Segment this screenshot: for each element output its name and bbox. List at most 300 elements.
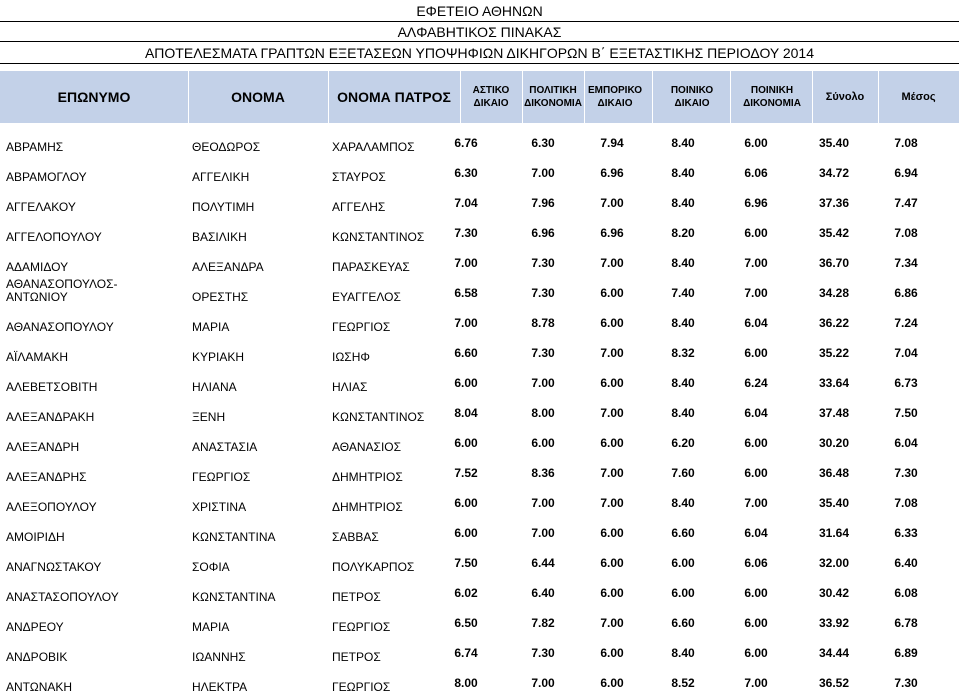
father-name-cell xyxy=(328,366,448,396)
criminal-procedure-score-text: 7.00 xyxy=(744,286,768,300)
criminal-law-score xyxy=(665,156,701,186)
surname-cell xyxy=(0,306,188,336)
surname-text: ΑΪΛΑΜΑΚΗ xyxy=(6,350,69,364)
average-score xyxy=(884,666,928,696)
commercial-law-score-text: 6.00 xyxy=(600,376,624,390)
firstname-text: ΜΑΡΙΑ xyxy=(192,320,230,334)
commercial-law-score xyxy=(594,426,630,456)
firstname-text: ΗΛΕΚΤΡΑ xyxy=(192,680,248,694)
criminal-procedure-score xyxy=(738,396,774,426)
total-score-text: 37.36 xyxy=(818,196,850,210)
criminal-procedure-score-text: 7.00 xyxy=(744,256,768,270)
civil-procedure-score xyxy=(525,186,561,216)
criminal-law-score xyxy=(665,276,701,306)
father-name-text: ΔΗΜΗΤΡΙΟΣ xyxy=(332,500,403,514)
criminal-procedure-score-text: 6.00 xyxy=(744,586,768,600)
father-name-cell xyxy=(328,126,448,156)
firstname-text: ΗΛΙΑΝΑ xyxy=(192,380,237,394)
civil-law-score xyxy=(448,186,484,216)
firstname-cell xyxy=(188,216,328,246)
commercial-law-score xyxy=(594,396,630,426)
civil-procedure-score xyxy=(525,546,561,576)
criminal-law-score-text: 8.40 xyxy=(671,376,695,390)
header-criminal-procedure xyxy=(732,71,812,123)
total-score-text: 31.64 xyxy=(818,526,850,540)
surname-cell xyxy=(0,246,188,276)
civil-procedure-score xyxy=(525,576,561,606)
header-average: Μέσος xyxy=(901,91,936,103)
surname-text: ΑΛΕΒΕΤΣΟΒΙΤΗ xyxy=(6,380,98,394)
header-surname: ΕΠΩΝΥΜΟ xyxy=(57,89,131,105)
civil-procedure-score-text: 6.96 xyxy=(531,226,555,240)
commercial-law-score-text: 6.00 xyxy=(600,316,624,330)
header-civil-law xyxy=(460,71,522,123)
average-score xyxy=(884,516,928,546)
civil-law-score-text: 7.50 xyxy=(454,556,478,570)
commercial-law-score xyxy=(594,576,630,606)
criminal-procedure-score xyxy=(738,606,774,636)
civil-procedure-score-text: 7.82 xyxy=(531,616,555,630)
average-score xyxy=(884,636,928,666)
commercial-law-score xyxy=(594,216,630,246)
header-divider xyxy=(812,71,813,123)
civil-law-score xyxy=(448,396,484,426)
header-civil-proc-line1: ΠΟΛΙΤΙΚΗ xyxy=(529,85,577,96)
father-name-text: ΓΕΩΡΓΙΟΣ xyxy=(332,680,391,694)
father-name-text: ΙΩΣΗΦ xyxy=(332,350,370,364)
civil-law-score-text: 6.74 xyxy=(454,646,478,660)
table-row xyxy=(0,306,959,336)
average-score-text: 7.24 xyxy=(894,316,918,330)
criminal-procedure-score xyxy=(738,186,774,216)
total-score-text: 30.20 xyxy=(818,436,850,450)
father-name-cell xyxy=(328,306,448,336)
header-commercial-line2: ΔΙΚΑΙΟ xyxy=(597,98,633,109)
header-criminal-proc-line1: ΠΟΙΝΙΚΗ xyxy=(750,85,794,96)
average-score xyxy=(884,186,928,216)
father-name-cell xyxy=(328,606,448,636)
father-name-text: ΚΩΝΣΤΑΝΤΙΝΟΣ xyxy=(332,410,425,424)
father-name-cell xyxy=(328,336,448,366)
civil-procedure-score-text: 6.30 xyxy=(531,136,555,150)
father-name-cell xyxy=(328,516,448,546)
total-score xyxy=(812,606,856,636)
father-name-cell xyxy=(328,186,448,216)
results-subtitle: ΑΠΟΤΕΛΕΣΜΑΤΑ ΓΡΑΠΤΩΝ ΕΞΕΤΑΣΕΩΝ ΥΠΟΨΗΦΙΩΝ ΔΙΚΗΓΟΡΩΝ Β΄ ΕΞΕΤΑΣΤΙΚΗΣ ΠΕΡΙΟΔΟΥ 2014 xyxy=(0,44,959,64)
father-name-text: ΠΑΡΑΣΚΕΥΑΣ xyxy=(332,260,410,274)
criminal-law-score-text: 8.40 xyxy=(671,166,695,180)
table-row xyxy=(0,546,959,576)
header-divider xyxy=(652,71,653,123)
criminal-law-score-text: 7.40 xyxy=(671,286,695,300)
firstname-cell xyxy=(188,366,328,396)
header-divider xyxy=(522,71,523,123)
criminal-procedure-score-text: 6.00 xyxy=(744,436,768,450)
total-score-text: 35.22 xyxy=(818,346,850,360)
civil-law-score-text: 6.60 xyxy=(454,346,478,360)
father-name-text: ΗΛΙΑΣ xyxy=(332,380,368,394)
criminal-law-score-text: 6.20 xyxy=(671,436,695,450)
criminal-law-score xyxy=(665,576,701,606)
civil-law-score-text: 6.02 xyxy=(454,586,478,600)
average-score-text: 7.08 xyxy=(894,496,918,510)
header-firstname: ΟΝΟΜΑ xyxy=(231,89,285,105)
firstname-cell xyxy=(188,276,328,306)
father-name-cell xyxy=(328,546,448,576)
surname-cell xyxy=(0,546,188,576)
average-score-text: 7.30 xyxy=(894,676,918,690)
average-score xyxy=(884,576,928,606)
surname-cell xyxy=(0,636,188,666)
criminal-law-score-text: 7.60 xyxy=(671,466,695,480)
table-row xyxy=(0,666,959,696)
header-commercial-line1: ΕΜΠΟΡΙΚΟ xyxy=(588,85,642,96)
average-score-text: 6.04 xyxy=(894,436,918,450)
criminal-procedure-score xyxy=(738,666,774,696)
firstname-cell xyxy=(188,666,328,696)
criminal-procedure-score xyxy=(738,216,774,246)
criminal-procedure-score-text: 6.04 xyxy=(744,406,768,420)
average-score-text: 7.08 xyxy=(894,136,918,150)
civil-procedure-score xyxy=(525,516,561,546)
civil-law-score-text: 7.04 xyxy=(454,196,478,210)
father-name-text: ΕΥΑΓΓΕΛΟΣ xyxy=(332,290,401,304)
firstname-text: ΧΡΙΣΤΙΝΑ xyxy=(192,500,247,514)
firstname-cell xyxy=(188,396,328,426)
average-score xyxy=(884,486,928,516)
surname-cell xyxy=(0,606,188,636)
civil-procedure-score-text: 7.30 xyxy=(531,286,555,300)
commercial-law-score-text: 7.00 xyxy=(600,196,624,210)
criminal-law-score-text: 6.60 xyxy=(671,616,695,630)
average-score xyxy=(884,396,928,426)
father-name-cell xyxy=(328,396,448,426)
civil-law-score xyxy=(448,456,484,486)
firstname-text: ΙΩΑΝΝΗΣ xyxy=(192,650,246,664)
criminal-law-score-text: 8.20 xyxy=(671,226,695,240)
surname-text: ΑΛΕΞΑΝΔΡΗΣ xyxy=(6,470,87,484)
criminal-procedure-score xyxy=(738,426,774,456)
total-score xyxy=(812,276,856,306)
firstname-cell xyxy=(188,546,328,576)
commercial-law-score-text: 6.00 xyxy=(600,526,624,540)
criminal-procedure-score xyxy=(738,336,774,366)
header-divider xyxy=(328,71,329,123)
civil-law-score-text: 6.50 xyxy=(454,616,478,630)
table-row xyxy=(0,126,959,156)
commercial-law-score xyxy=(594,366,630,396)
table-row xyxy=(0,216,959,246)
total-score-text: 36.22 xyxy=(818,316,850,330)
father-name-text: ΣΑΒΒΑΣ xyxy=(332,530,379,544)
table-row xyxy=(0,426,959,456)
civil-law-score-text: 8.00 xyxy=(454,676,478,690)
civil-law-score-text: 7.30 xyxy=(454,226,478,240)
firstname-cell xyxy=(188,486,328,516)
commercial-law-score xyxy=(594,516,630,546)
criminal-procedure-score xyxy=(738,306,774,336)
criminal-procedure-score-text: 6.00 xyxy=(744,226,768,240)
criminal-law-score-text: 8.40 xyxy=(671,316,695,330)
civil-procedure-score xyxy=(525,636,561,666)
table-row xyxy=(0,156,959,186)
criminal-law-score xyxy=(665,396,701,426)
table-row xyxy=(0,576,959,606)
criminal-law-score xyxy=(665,126,701,156)
average-score-text: 7.08 xyxy=(894,226,918,240)
firstname-text: ΠΟΛΥΤΙΜΗ xyxy=(192,200,255,214)
total-score-text: 37.48 xyxy=(818,406,850,420)
total-score xyxy=(812,546,856,576)
total-score-text: 33.92 xyxy=(818,616,850,630)
header-civil-law-line1: ΑΣΤΙΚΟ xyxy=(472,85,510,96)
criminal-law-score xyxy=(665,666,701,696)
firstname-cell xyxy=(188,426,328,456)
commercial-law-score-text: 7.00 xyxy=(600,346,624,360)
header-criminal-law xyxy=(656,71,728,123)
criminal-procedure-score-text: 6.96 xyxy=(744,196,768,210)
total-score xyxy=(812,246,856,276)
civil-law-score xyxy=(448,366,484,396)
table-row xyxy=(0,456,959,486)
civil-procedure-score-text: 7.00 xyxy=(531,526,555,540)
firstname-text: ΚΩΝΣΤΑΝΤΙΝΑ xyxy=(192,590,276,604)
total-score xyxy=(812,636,856,666)
civil-law-score xyxy=(448,126,484,156)
average-score-text: 6.73 xyxy=(894,376,918,390)
criminal-law-score-text: 8.52 xyxy=(671,676,695,690)
average-score-text: 6.40 xyxy=(894,556,918,570)
criminal-procedure-score xyxy=(738,516,774,546)
average-score xyxy=(884,426,928,456)
civil-procedure-score xyxy=(525,306,561,336)
civil-law-score xyxy=(448,576,484,606)
criminal-procedure-score xyxy=(738,156,774,186)
total-score xyxy=(812,156,856,186)
civil-procedure-score-text: 7.96 xyxy=(531,196,555,210)
average-score-text: 7.34 xyxy=(894,256,918,270)
civil-procedure-score xyxy=(525,276,561,306)
total-score-text: 34.28 xyxy=(818,286,850,300)
civil-procedure-score xyxy=(525,666,561,696)
average-score xyxy=(884,276,928,306)
surname-cell xyxy=(0,576,188,606)
commercial-law-score-text: 6.00 xyxy=(600,676,624,690)
commercial-law-score-text: 6.00 xyxy=(600,586,624,600)
civil-procedure-score-text: 7.00 xyxy=(531,496,555,510)
total-score-text: 33.64 xyxy=(818,376,850,390)
civil-law-score-text: 6.76 xyxy=(454,136,478,150)
header-divider xyxy=(584,71,585,123)
firstname-cell xyxy=(188,516,328,546)
surname-cell xyxy=(0,456,188,486)
civil-law-score-text: 6.00 xyxy=(454,526,478,540)
civil-procedure-score-text: 7.30 xyxy=(531,346,555,360)
surname-cell xyxy=(0,126,188,156)
criminal-procedure-score xyxy=(738,456,774,486)
criminal-procedure-score-text: 7.00 xyxy=(744,496,768,510)
civil-procedure-score xyxy=(525,216,561,246)
criminal-law-score-text: 8.32 xyxy=(671,346,695,360)
average-score-text: 7.47 xyxy=(894,196,918,210)
commercial-law-score-text: 7.00 xyxy=(600,496,624,510)
firstname-text: ΑΝΑΣΤΑΣΙΑ xyxy=(192,440,258,454)
table-row xyxy=(0,636,959,666)
average-score xyxy=(884,306,928,336)
total-score xyxy=(812,516,856,546)
total-score xyxy=(812,126,856,156)
civil-procedure-score-text: 6.40 xyxy=(531,586,555,600)
civil-law-score xyxy=(448,636,484,666)
criminal-law-score xyxy=(665,486,701,516)
father-name-cell xyxy=(328,576,448,606)
criminal-law-score-text: 8.40 xyxy=(671,136,695,150)
total-score xyxy=(812,186,856,216)
father-name-text: ΚΩΝΣΤΑΝΤΙΝΟΣ xyxy=(332,230,425,244)
average-score xyxy=(884,216,928,246)
civil-law-score-text: 8.04 xyxy=(454,406,478,420)
total-score-text: 34.44 xyxy=(818,646,850,660)
average-score xyxy=(884,456,928,486)
commercial-law-score xyxy=(594,156,630,186)
commercial-law-score-text: 6.00 xyxy=(600,646,624,660)
header-civil-proc-line2: ΔΙΚΟΝΟΜΙΑ xyxy=(524,98,582,109)
surname-text: ΑΝΑΣΤΑΣΟΠΟΥΛΟΥ xyxy=(6,590,119,604)
criminal-procedure-score xyxy=(738,366,774,396)
surname-text: ΑΝΤΩΝΙΟΥ xyxy=(6,290,68,304)
civil-procedure-score-text: 8.00 xyxy=(531,406,555,420)
firstname-cell xyxy=(188,306,328,336)
average-score xyxy=(884,606,928,636)
surname-text: ΑΝΔΡΟΒΙΚ xyxy=(6,650,68,664)
criminal-procedure-score-text: 6.06 xyxy=(744,556,768,570)
criminal-law-score xyxy=(665,336,701,366)
civil-law-score-text: 7.52 xyxy=(454,466,478,480)
surname-cell xyxy=(0,486,188,516)
father-name-text: ΠΟΛΥΚΑΡΠΟΣ xyxy=(332,560,415,574)
civil-procedure-score xyxy=(525,606,561,636)
civil-law-score-text: 6.58 xyxy=(454,286,478,300)
commercial-law-score-text: 6.00 xyxy=(600,436,624,450)
commercial-law-score xyxy=(594,546,630,576)
commercial-law-score xyxy=(594,636,630,666)
criminal-procedure-score-text: 6.00 xyxy=(744,646,768,660)
total-score-text: 32.00 xyxy=(818,556,850,570)
civil-law-score xyxy=(448,546,484,576)
criminal-law-score-text: 6.60 xyxy=(671,526,695,540)
total-score-text: 36.70 xyxy=(818,256,850,270)
commercial-law-score-text: 7.00 xyxy=(600,466,624,480)
surname-text: ΑΘΑΝΑΣΟΠΟΥΛΟΥ xyxy=(6,320,114,334)
header-total: Σύνολο xyxy=(825,91,865,103)
father-name-text: ΓΕΩΡΓΙΟΣ xyxy=(332,620,391,634)
commercial-law-score-text: 7.00 xyxy=(600,616,624,630)
commercial-law-score xyxy=(594,486,630,516)
criminal-law-score xyxy=(665,186,701,216)
firstname-text: ΜΑΡΙΑ xyxy=(192,620,230,634)
civil-procedure-score xyxy=(525,156,561,186)
civil-procedure-score xyxy=(525,126,561,156)
average-score xyxy=(884,366,928,396)
criminal-procedure-score-text: 6.24 xyxy=(744,376,768,390)
surname-text: ΑΛΕΞΑΝΔΡΑΚΗ xyxy=(6,410,95,424)
criminal-law-score xyxy=(665,546,701,576)
criminal-law-score-text: 8.40 xyxy=(671,196,695,210)
civil-procedure-score xyxy=(525,366,561,396)
header-criminal-proc-line2: ΔΙΚΟΝΟΜΙΑ xyxy=(743,98,801,109)
father-name-cell xyxy=(328,276,448,306)
father-name-text: ΠΕΤΡΟΣ xyxy=(332,590,381,604)
average-score xyxy=(884,246,928,276)
criminal-law-score-text: 6.00 xyxy=(671,556,695,570)
surname-text: ΑΝΤΩΝΑΚΗ xyxy=(6,680,73,694)
civil-law-score-text: 6.00 xyxy=(454,496,478,510)
criminal-law-score xyxy=(665,216,701,246)
surname-text: ΑΒΡΑΜΗΣ xyxy=(6,140,64,154)
criminal-law-score-text: 8.40 xyxy=(671,256,695,270)
civil-law-score-text: 6.30 xyxy=(454,166,478,180)
firstname-text: ΘΕΟΔΩΡΟΣ xyxy=(192,140,261,154)
criminal-procedure-score-text: 7.00 xyxy=(744,676,768,690)
header-civil-procedure xyxy=(522,71,584,123)
total-score xyxy=(812,336,856,366)
total-score-text: 35.40 xyxy=(818,496,850,510)
criminal-law-score xyxy=(665,246,701,276)
civil-procedure-score-text: 8.36 xyxy=(531,466,555,480)
firstname-text: ΟΡΕΣΤΗΣ xyxy=(192,290,249,304)
surname-text-line1: ΑΘΑΝΑΣΟΠΟΥΛΟΣ- xyxy=(6,277,118,291)
firstname-text: ΚΥΡΙΑΚΗ xyxy=(192,350,245,364)
father-name-text: ΣΤΑΥΡΟΣ xyxy=(332,170,386,184)
total-score xyxy=(812,576,856,606)
total-score xyxy=(812,366,856,396)
firstname-cell xyxy=(188,186,328,216)
civil-law-score xyxy=(448,666,484,696)
father-name-cell xyxy=(328,246,448,276)
table-row xyxy=(0,366,959,396)
header-criminal-law-line2: ΔΙΚΑΙΟ xyxy=(674,98,710,109)
criminal-law-score-text: 8.40 xyxy=(671,406,695,420)
total-score-text: 35.42 xyxy=(818,226,850,240)
surname-cell xyxy=(0,516,188,546)
surname-text: ΑΓΓΕΛΟΠΟΥΛΟΥ xyxy=(6,230,102,244)
commercial-law-score xyxy=(594,126,630,156)
criminal-procedure-score-text: 6.04 xyxy=(744,316,768,330)
criminal-procedure-score xyxy=(738,126,774,156)
average-score xyxy=(884,126,928,156)
list-title: ΑΛΦΑΒΗΤΙΚΟΣ ΠΙΝΑΚΑΣ xyxy=(0,23,959,42)
surname-cell xyxy=(0,366,188,396)
commercial-law-score xyxy=(594,306,630,336)
civil-law-score xyxy=(448,426,484,456)
header-civil-law-line2: ΔΙΚΑΙΟ xyxy=(473,98,509,109)
surname-cell xyxy=(0,396,188,426)
father-name-text: ΑΘΑΝΑΣΙΟΣ xyxy=(332,440,402,454)
civil-law-score-text: 7.00 xyxy=(454,316,478,330)
civil-procedure-score xyxy=(525,246,561,276)
civil-law-score xyxy=(448,336,484,366)
surname-text: ΑΜΟΙΡΙΔΗ xyxy=(6,530,65,544)
firstname-text: ΣΟΦΙΑ xyxy=(192,560,230,574)
civil-procedure-score xyxy=(525,486,561,516)
header-divider xyxy=(730,71,731,123)
civil-law-score xyxy=(448,486,484,516)
criminal-procedure-score-text: 6.00 xyxy=(744,466,768,480)
father-name-cell xyxy=(328,636,448,666)
table-row xyxy=(0,486,959,516)
header-divider xyxy=(878,71,879,123)
criminal-law-score xyxy=(665,516,701,546)
